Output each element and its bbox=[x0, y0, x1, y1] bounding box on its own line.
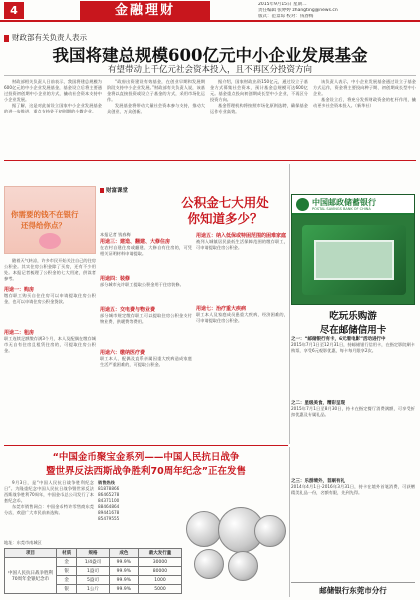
ad-item-text: 2014年4月1日-2016年3月31日，持卡在境外首笔消费，可获赠精美礼品一份，名额有限，先到先得。 bbox=[291, 484, 415, 495]
coin-headline-line2: 暨世界反法西斯战争胜利70周年纪念”正在发售 bbox=[46, 466, 246, 477]
table-cell: 99.9% bbox=[109, 567, 138, 576]
table-cell: 金 bbox=[57, 576, 77, 585]
phone-number: 85479555 bbox=[98, 516, 120, 521]
item-title: 用途五：纳入低保或特困范围的困难家庭 bbox=[196, 233, 287, 239]
divider bbox=[4, 75, 416, 76]
kicker-marker bbox=[4, 35, 9, 42]
bank-ad-headline-2: 尽在邮储信用卡 bbox=[319, 325, 387, 336]
table-cell: 99.9% bbox=[109, 576, 138, 585]
page-number: 4 bbox=[4, 2, 24, 19]
table-cell: 1/4盎司 bbox=[77, 558, 109, 567]
illustration-caption-1: 你需要的钱不在银行 bbox=[11, 210, 79, 219]
table-row bbox=[5, 558, 182, 567]
bank-ad-headline-1: 吃玩乐购游 bbox=[329, 311, 377, 322]
ad-item-title: 之二：星级美食，精彩呈现 bbox=[291, 401, 345, 406]
feature-right-items bbox=[196, 232, 288, 396]
bank-ad-items bbox=[291, 336, 415, 540]
table-cell: 99.9% bbox=[109, 585, 138, 594]
table-cell: 5盎司 bbox=[77, 576, 109, 585]
table-cell: 99.9% bbox=[109, 558, 138, 567]
coin-image bbox=[228, 551, 258, 581]
table-cell: 1000 bbox=[138, 576, 181, 585]
lead-column-2: “政府出资建设有效基金，在创业早期和发展期阶段支持中小企业发展。”财政部有关负责人说，该基金将以直接投资或设立子基金的方式，采用市场化运作。 发展基金将带动大量社会资本参与支持，推动大众创业、万众创新。 bbox=[107, 79, 205, 114]
item-text: 职工连续足额缴存满3个月，本人及配偶在缴存城市无自有住房且租赁住房的，可提取住房公积金。 bbox=[4, 336, 96, 353]
item-text: 职工本人、配偶及直系亲属因重大疾病造成家庭生活严重困难的，可提取公积金。 bbox=[100, 356, 192, 367]
table-cell: 1盎司 bbox=[77, 567, 109, 576]
phone-number: 88464864 bbox=[98, 504, 120, 509]
ad-item-title: 之三：乐游境外，首刷有礼 bbox=[291, 479, 345, 484]
item-text: 在农村自建住房或翻建、大修自有住房的，可凭相关证明材料申请提取。 bbox=[100, 245, 192, 256]
bank-logo-icon bbox=[296, 198, 309, 211]
feature-mid-items bbox=[100, 232, 192, 396]
table-header: 成色 bbox=[109, 549, 138, 558]
bank-ad-banner bbox=[291, 194, 415, 305]
table-header-row bbox=[5, 549, 182, 558]
lead-headline: 我国将建总规模600亿元中小企业发展基金 bbox=[52, 46, 368, 65]
table-cell: 1公斤 bbox=[77, 585, 109, 594]
bank-ad-headline bbox=[291, 308, 415, 336]
section-rule bbox=[4, 160, 416, 161]
feature-headline-line1: 公积金七大用处 bbox=[181, 195, 269, 210]
coin-headline-line1: “中国金币聚宝金系列——中国人民抗日战争 bbox=[52, 452, 240, 463]
item-title: 用途七：治疗重大疾病 bbox=[196, 306, 247, 312]
table-cell: 5000 bbox=[138, 585, 181, 594]
column-divider bbox=[289, 164, 290, 444]
item-title: 用途二：租房 bbox=[4, 330, 35, 336]
coin-image bbox=[254, 515, 286, 547]
lead-column-4: 该负责人表示，中小企业发展基金通过设立子基金方式运作，资金将主要投向种子期、初创期成长型中小企业。 基金设立后，将充分发挥财政资金的杠杆作用，撬动更多社会资本投入。（新华社） bbox=[313, 79, 416, 108]
item-text: 职工本人及家庭成员患重大疾病，经济困难的，可申请提取住房公积金。 bbox=[196, 312, 288, 323]
table-header: 项目 bbox=[5, 549, 57, 558]
coin-text: 9月3日，是“中国人民抗日战争胜利纪念日”。为隆重纪念中国人民抗日战争暨世界反法西斯战争胜利70周年，中国金币总公司发行了本套纪念币。 东莞市销售网点：中国金币特许零售商东莞分店，欢迎广大市民前来选购。 bbox=[4, 480, 94, 515]
item-text: 部分城市允许职工提取公积金用于住房装修。 bbox=[100, 282, 184, 287]
item-title: 用途五：交电费与物业费 bbox=[100, 307, 156, 313]
design-line: 版式：范景琼 校对：钱春梅 bbox=[258, 14, 314, 19]
item-title: 用途一：购房 bbox=[4, 287, 35, 293]
feature-intro: 随着天气转凉，许多市民开始关注自己的住房公积金。其实住房公积金除了买房，还有不少用处。本报记者梳理了公积金的七大用途，供读者参考。 bbox=[4, 258, 96, 281]
coin-image bbox=[186, 511, 222, 547]
table-cell: 银 bbox=[57, 585, 77, 594]
table-cell: 银 bbox=[57, 567, 77, 576]
table-header: 最大发行量 bbox=[138, 549, 181, 558]
piggy-bank-icon bbox=[39, 233, 61, 249]
table-header: 规格 bbox=[77, 549, 109, 558]
illustration-caption-2: 还得给你点？ bbox=[21, 221, 66, 230]
table-cell: 中国人民抗日战争胜利70周年金银纪念币 bbox=[5, 558, 57, 594]
bank-name-en: POSTAL SAVINGS BANK OF CHINA bbox=[312, 207, 371, 211]
lead-column-1: 财政部相关负责人日前表示，我国将建总规模为600亿元的中小企业发展基金，基金设立后将主要通过投资初创期中小企业的方式，撬动社会资本支持中小企业发展。 据了解，这是对此前设立国家中小企业发展基金的进一步推进，重点支持处于初创期的小微企业。 bbox=[4, 79, 102, 113]
bank-ad-header bbox=[292, 195, 415, 215]
feature-illustration bbox=[4, 186, 96, 254]
lead-subheadline: 有望带动上千亿元社会资本投入，且不再区分投资方向 bbox=[107, 65, 312, 75]
lead-column-3: 据介绍，国家财政出资150亿元，通过设立子基金方式募集社会资本，预计基金总规模可达600亿元。基金重点投向初创期成长型中小企业，不再区分投资方向。 基金管理机构将按照市场化原则选聘，确保基金运作专业高效。 bbox=[210, 79, 308, 114]
byline: 本报记者 钱春梅 bbox=[100, 232, 131, 237]
masthead bbox=[0, 0, 420, 22]
table-cell: 80000 bbox=[138, 567, 181, 576]
editor-line: 责任编辑 张婷婷 zhangting@news.cn bbox=[258, 8, 338, 13]
feature-left-items bbox=[4, 286, 96, 428]
column-divider bbox=[289, 447, 290, 597]
item-text: 被列入城镇居民最低生活保障范围的缴存职工，可申请提取住房公积金。 bbox=[196, 239, 288, 250]
coin-rule bbox=[4, 445, 288, 446]
item-text: 部分城市规定缴存职工可以提取住房公积金支付物业费、供暖费等费用。 bbox=[100, 313, 192, 324]
kicker-text: 财政部有关负责人表示 bbox=[12, 33, 87, 42]
item-title: 用途三：建造、翻建、大修住房 bbox=[100, 239, 171, 245]
table-header: 材质 bbox=[57, 549, 77, 558]
coin-table-wrap bbox=[4, 548, 182, 594]
coin-image bbox=[194, 549, 224, 579]
coin-spec-table bbox=[4, 548, 182, 594]
bank-name: 中国邮政储蓄银行 bbox=[312, 198, 376, 207]
ad-item-text: 2015年7月1日至8月30日，持卡在指定餐厅消费满额，可享受折扣优惠及专属礼品。 bbox=[291, 406, 415, 417]
item-title: 用途四：装修 bbox=[100, 276, 131, 282]
ad-monitor-graphic bbox=[314, 240, 394, 280]
date-line: 2015年9月15日 星期二 bbox=[258, 2, 307, 7]
bank-footer-ad: 邮储银行东莞市分行 bbox=[291, 582, 415, 596]
table-cell: 30000 bbox=[138, 558, 181, 567]
phone-number: 86465278 bbox=[98, 492, 120, 497]
coin-phones bbox=[98, 480, 182, 522]
section-label: 财富课堂 bbox=[100, 186, 128, 194]
item-text: 缴存职工购买自住住房可以申请提取住房公积金，也可以申请住房公积金贷款。 bbox=[4, 293, 96, 304]
ad-item-text: 2015年7月1日至12月31日，持邮储银行信用卡，在指定影院刷卡购票，享受6元观影优惠，每卡每月限享2次。 bbox=[291, 342, 415, 353]
item-title: 用途六：缴纳医疗费 bbox=[100, 350, 146, 356]
section-title: 金融理财 bbox=[80, 1, 210, 21]
feature-headline-line2: 你知道多少？ bbox=[187, 211, 263, 226]
ad-item-title: 之一：“邮储银行有卡，6元看电影”活动进行中 bbox=[291, 337, 386, 342]
masthead-info bbox=[258, 2, 418, 20]
table-cell: 金 bbox=[57, 558, 77, 567]
coin-photos bbox=[184, 505, 288, 585]
phones-label: 销售热线 bbox=[98, 480, 115, 485]
phone-number: 81878866 bbox=[98, 486, 120, 491]
coin-address: 地址：东莞市南城区 bbox=[4, 540, 42, 545]
phone-number: 89441678 bbox=[98, 510, 120, 515]
lead-column-1-more bbox=[4, 116, 102, 122]
phone-number: 84371100 bbox=[98, 498, 120, 503]
